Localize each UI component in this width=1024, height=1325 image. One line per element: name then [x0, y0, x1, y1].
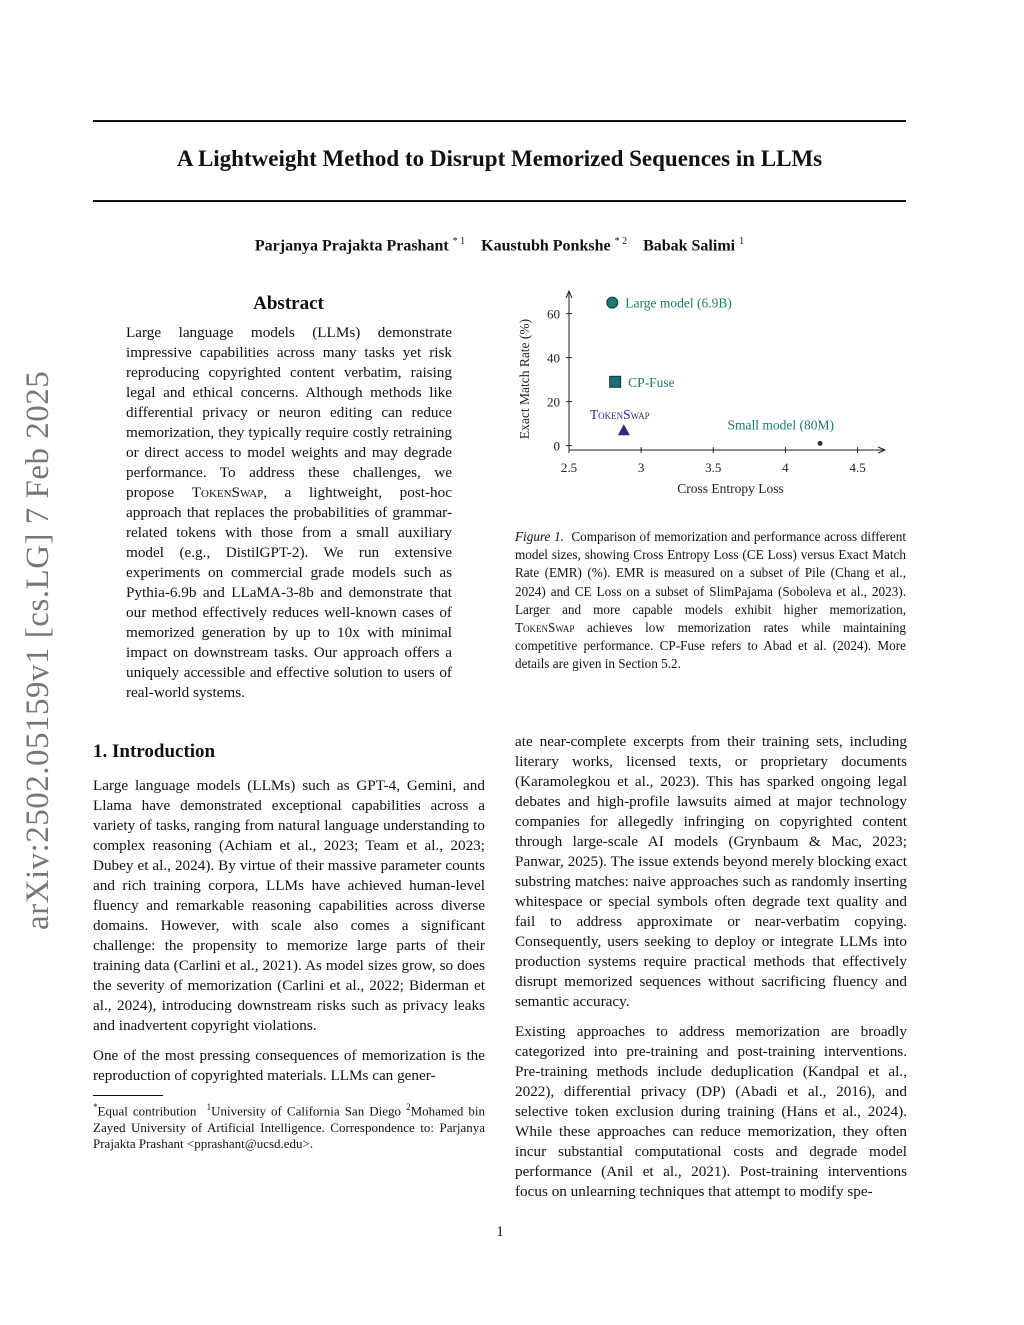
- y-tick-label: 60: [547, 306, 560, 322]
- footnote-correspondence: Correspondence to: Parjanya Prajakta Prashant <pprashant@ucsd.edu>.: [93, 1119, 485, 1152]
- footnote-equal-contribution: Equal contribution: [97, 1103, 197, 1119]
- data-point: [610, 376, 621, 387]
- paragraph: One of the most pressing consequences of memorization is the reproduction of copyrighted materials. LLMs can gener-: [93, 1047, 485, 1084]
- footnote-mark: 2: [406, 1102, 411, 1112]
- introduction-left-column: [93, 776, 485, 1096]
- author-name: Parjanya Prajakta Prashant: [254, 237, 449, 255]
- paragraph: ate near-complete excerpts from their training sets, including literary works, licensed texts, or proprietary documents (Karamolegkou et al., 2023). This has sparked ongoing legal debates and high-profile lawsuits aimed at major technology companies for allegedly infringing on copyrighted content through large-scale AI models (Grynbaum & Mac, 2023; Panwar, 2025). The issue extends beyond merely blocking exact substring matches: naive approaches such as randomly inserting whitespace or special symbols often degrade text quality and fail to address approximate or near-verbatim copying. Consequently, users seeking to deploy or integrate LLMs into production systems require practical methods that effectively disrupt memorized sequences without sacrificing fluency and semantic accuracy.: [515, 733, 907, 1010]
- paragraph: Large language models (LLMs) such as GPT-4, Gemini, and Llama have demonstrated exceptional capabilities across a variety of tasks, ranging from natural language understanding to complex reasoning (Achiam et al., 2023; Team et al., 2023; Dubey et al., 2024). By virtue of their massive parameter counts and rich training corpora, LLMs have achieved human-level fluency and remarkable reasoning capabilities across diverse domains. However, with scale also comes a significant challenge: the propensity to memorize large parts of their training data (Carlini et al., 2021). As model sizes grow, so does the severity of memorization (Carlini et al., 2022; Biderman et al., 2024), introducing downstream risks such as privacy leaks and inadvertent copyright violations.: [93, 777, 485, 1034]
- method-name: TokenSwap: [515, 620, 575, 636]
- data-point-label: TokenSwap: [589, 407, 650, 423]
- abstract-body: [126, 323, 452, 703]
- author-name: Babak Salimi: [643, 237, 736, 255]
- title-bottom-rule: [93, 200, 906, 202]
- footnote-rule: [93, 1095, 163, 1096]
- abstract-heading: Abstract: [253, 293, 324, 314]
- introduction-right-column: [515, 732, 907, 1212]
- x-tick-label: 4.5: [849, 460, 866, 475]
- abstract-text: Large language models (LLMs) demonstrate impressive capabilities across many tasks yet risk reproducing copyrighted content verbatim, raising legal and ethical concerns. Although methods like differential privacy or neuron editing can reduce memorization, they typically require costly retraining or direct access to model weights and may degrade performance. To address these challenges, we propose: [126, 324, 452, 501]
- author-marks: * 1: [452, 236, 466, 247]
- data-point: [618, 424, 630, 435]
- abstract-text: , a lightweight, post-hoc approach that replaces the probabilities of grammar-related tokens with those from a small auxiliary model (e.g., DistilGPT-2). We run extensive experiments on commercial grade models such as Pythia-6.9b and LLaMA-3-8b and demonstrate that our method effectively reduces well-known cases of memorized generation by up to 10x with minimal impact on downstream tasks. Our approach offers a uniquely accessible and effective solution to users of real-world systems.: [126, 484, 452, 701]
- footnote-affiliation: Mohamed bin Zayed University of Artificial Intelligence.: [93, 1103, 486, 1135]
- y-tick-label: 0: [553, 438, 560, 454]
- data-point-label: Small model (80M): [727, 417, 835, 433]
- x-tick-label: 3.5: [705, 460, 722, 475]
- x-tick-label: 2.5: [560, 460, 578, 475]
- author-list: [93, 236, 906, 255]
- footnote-mark: 1: [206, 1102, 212, 1112]
- page-number: 1: [496, 1224, 504, 1240]
- data-point: [607, 297, 618, 308]
- arxiv-identifier: arXiv:2502.05159v1 [cs.LG] 7 Feb 2025: [20, 370, 56, 930]
- y-tick-label: 20: [547, 394, 560, 410]
- paper-title: A Lightweight Method to Disrupt Memorized Sequences in LLMs: [176, 146, 823, 171]
- data-point-label: Large model (6.9B): [625, 295, 732, 311]
- author-name: Kaustubh Ponkshe: [481, 237, 611, 255]
- footnote-mark: *: [93, 1102, 98, 1112]
- method-name: TokenSwap: [191, 484, 264, 501]
- caption-text: Comparison of memorization and performance across different model sizes, showing Cross Entropy Loss (CE Loss) versus Exact Match Rate (EMR) (%). EMR is measured on a subset of Pile (Chang et al., 2024) and CE Loss on a subset of SlimPajama (Soboleva et al., 2023). Larger and more capable models exhibit higher memorization,: [515, 529, 906, 617]
- x-tick-label: 4: [782, 460, 789, 475]
- figure-caption: [515, 528, 906, 674]
- x-axis-label: Cross Entropy Loss: [677, 481, 784, 496]
- y-tick-label: 40: [547, 350, 560, 366]
- figure-label: Figure 1.: [515, 529, 564, 544]
- y-axis-label: Exact Match Rate (%): [517, 318, 532, 440]
- footnote-affiliation: University of California San Diego: [211, 1103, 402, 1119]
- caption-text: achieves low memorization rates while maintaining competitive performance. CP-Fuse refers to Abad et al. (2024). More details are given in Section 5.2.: [515, 620, 906, 672]
- section-heading: 1. Introduction: [93, 741, 216, 762]
- data-point: [818, 441, 823, 446]
- data-point-label: CP-Fuse: [628, 374, 675, 390]
- author-marks: 1: [739, 236, 745, 247]
- paragraph: Existing approaches to address memorization are broadly categorized into pre-training and post-training interventions. Pre-training methods include deduplication (Kandpal et al., 2022), differential privacy (DP) (Abadi et al., 2016), and selective token exclusion during training (Hans et al., 2024). While these approaches can reduce memorization, they often incur substantial computational costs and degrade model performance (Anil et al., 2021). Post-training interventions focus on unlearning techniques that attempt to modify spe-: [515, 1023, 907, 1200]
- footnote: [93, 1099, 485, 1153]
- title-top-rule: [93, 120, 906, 122]
- author-marks: * 2: [614, 236, 628, 247]
- figure-1-chart: [512, 286, 907, 508]
- x-tick-label: 3: [637, 460, 645, 475]
